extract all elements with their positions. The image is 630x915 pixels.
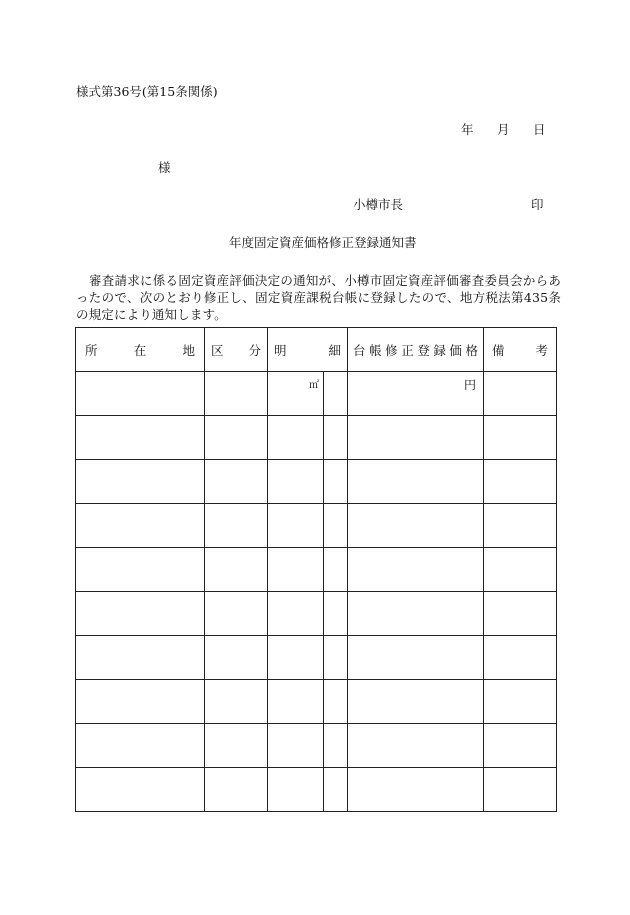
cell-price[interactable]	[348, 504, 484, 548]
issuer-name: 小樽市長	[353, 197, 404, 212]
cell-remarks[interactable]	[484, 592, 557, 636]
cell-details-sub[interactable]	[324, 460, 348, 504]
header-price-char: 格	[465, 342, 478, 358]
table-row	[76, 768, 557, 812]
cell-area[interactable]	[268, 548, 324, 592]
header-category	[205, 328, 268, 372]
cell-area[interactable]	[268, 592, 324, 636]
cell-details-sub[interactable]	[324, 768, 348, 812]
table-row	[76, 460, 557, 504]
cell-location[interactable]	[76, 460, 205, 504]
cell-price[interactable]	[348, 372, 484, 416]
header-details-char: 明	[274, 342, 287, 358]
header-category-char: 分	[248, 342, 261, 358]
cell-price[interactable]	[348, 724, 484, 768]
cell-area[interactable]	[268, 636, 324, 680]
header-price-char: 台	[353, 342, 366, 358]
table-row	[76, 724, 557, 768]
header-price-char: 価	[449, 342, 462, 358]
cell-remarks[interactable]	[484, 548, 557, 592]
body-text: 審査請求に係る固定資産評価決定の通知が、小樽市固定資産評価審査委員会からあったので、次のとおり修正し、固定資産課税台帳に登録したので、地方税法第435条の規定により通知します。	[76, 273, 561, 322]
cell-category[interactable]	[205, 636, 268, 680]
cell-location[interactable]	[76, 724, 205, 768]
header-price-char: 録	[433, 342, 446, 358]
table-row	[76, 548, 557, 592]
addressee-suffix: 様	[158, 160, 171, 175]
header-remarks	[484, 328, 557, 372]
header-price-char: 登	[417, 342, 430, 358]
unit-yen: 円	[463, 378, 476, 392]
cell-category[interactable]	[205, 504, 268, 548]
seal-mark: 印	[531, 197, 544, 212]
cell-price[interactable]	[348, 680, 484, 724]
cell-category[interactable]	[205, 768, 268, 812]
cell-details-sub[interactable]	[324, 724, 348, 768]
cell-remarks[interactable]	[484, 504, 557, 548]
header-location-char: 所	[85, 342, 98, 358]
cell-details-sub[interactable]	[324, 636, 348, 680]
cell-details-sub[interactable]	[324, 372, 348, 416]
cell-location[interactable]	[76, 592, 205, 636]
header-location-char: 在	[133, 342, 147, 358]
date-month-label: 月	[497, 122, 510, 137]
cell-location[interactable]	[76, 416, 205, 460]
cell-price[interactable]	[348, 416, 484, 460]
header-details	[268, 328, 348, 372]
cell-remarks[interactable]	[484, 680, 557, 724]
cell-remarks[interactable]	[484, 460, 557, 504]
cell-location[interactable]	[76, 548, 205, 592]
table-row	[76, 372, 557, 416]
ledger-table	[75, 327, 557, 812]
date-day-label: 日	[533, 122, 546, 137]
cell-remarks[interactable]	[484, 416, 557, 460]
table-row	[76, 680, 557, 724]
cell-category[interactable]	[205, 548, 268, 592]
table-row	[76, 416, 557, 460]
table-header-row	[76, 328, 557, 372]
cell-remarks[interactable]	[484, 724, 557, 768]
cell-location[interactable]	[76, 768, 205, 812]
cell-category[interactable]	[205, 680, 268, 724]
cell-location[interactable]	[76, 636, 205, 680]
cell-remarks[interactable]	[484, 372, 557, 416]
header-registered-price	[348, 328, 484, 372]
cell-category[interactable]	[205, 372, 268, 416]
header-price-char: 正	[401, 342, 414, 358]
cell-area[interactable]	[268, 724, 324, 768]
table-row	[76, 504, 557, 548]
cell-category[interactable]	[205, 592, 268, 636]
cell-price[interactable]	[348, 592, 484, 636]
cell-area[interactable]	[268, 372, 324, 416]
table-row	[76, 636, 557, 680]
cell-area[interactable]	[268, 504, 324, 548]
cell-details-sub[interactable]	[324, 548, 348, 592]
header-location-char: 地	[182, 342, 195, 358]
cell-location[interactable]	[76, 504, 205, 548]
cell-details-sub[interactable]	[324, 680, 348, 724]
cell-area[interactable]	[268, 416, 324, 460]
cell-category[interactable]	[205, 416, 268, 460]
cell-remarks[interactable]	[484, 768, 557, 812]
document-title: 年度固定資産価格修正登録通知書	[229, 235, 417, 250]
cell-price[interactable]	[348, 460, 484, 504]
cell-price[interactable]	[348, 768, 484, 812]
header-price-char: 修	[385, 342, 398, 358]
header-category-char: 区	[211, 342, 224, 358]
header-location	[76, 328, 205, 372]
table-row	[76, 592, 557, 636]
date-year-label: 年	[461, 122, 474, 137]
cell-location[interactable]	[76, 372, 205, 416]
header-remarks-char: 考	[535, 342, 548, 358]
cell-details-sub[interactable]	[324, 592, 348, 636]
cell-category[interactable]	[205, 724, 268, 768]
cell-price[interactable]	[348, 636, 484, 680]
form-number: 様式第36号(第15条関係)	[76, 84, 218, 99]
cell-category[interactable]	[205, 460, 268, 504]
cell-area[interactable]	[268, 460, 324, 504]
cell-area[interactable]	[268, 680, 324, 724]
unit-square-meter: ㎡	[309, 380, 319, 391]
header-remarks-char: 備	[492, 342, 505, 358]
cell-details-sub[interactable]	[324, 504, 348, 548]
cell-area[interactable]	[268, 768, 324, 812]
header-price-char: 帳	[369, 342, 382, 358]
header-details-char: 細	[328, 342, 341, 358]
cell-remarks[interactable]	[484, 636, 557, 680]
cell-price[interactable]	[348, 548, 484, 592]
cell-location[interactable]	[76, 680, 205, 724]
cell-details-sub[interactable]	[324, 416, 348, 460]
